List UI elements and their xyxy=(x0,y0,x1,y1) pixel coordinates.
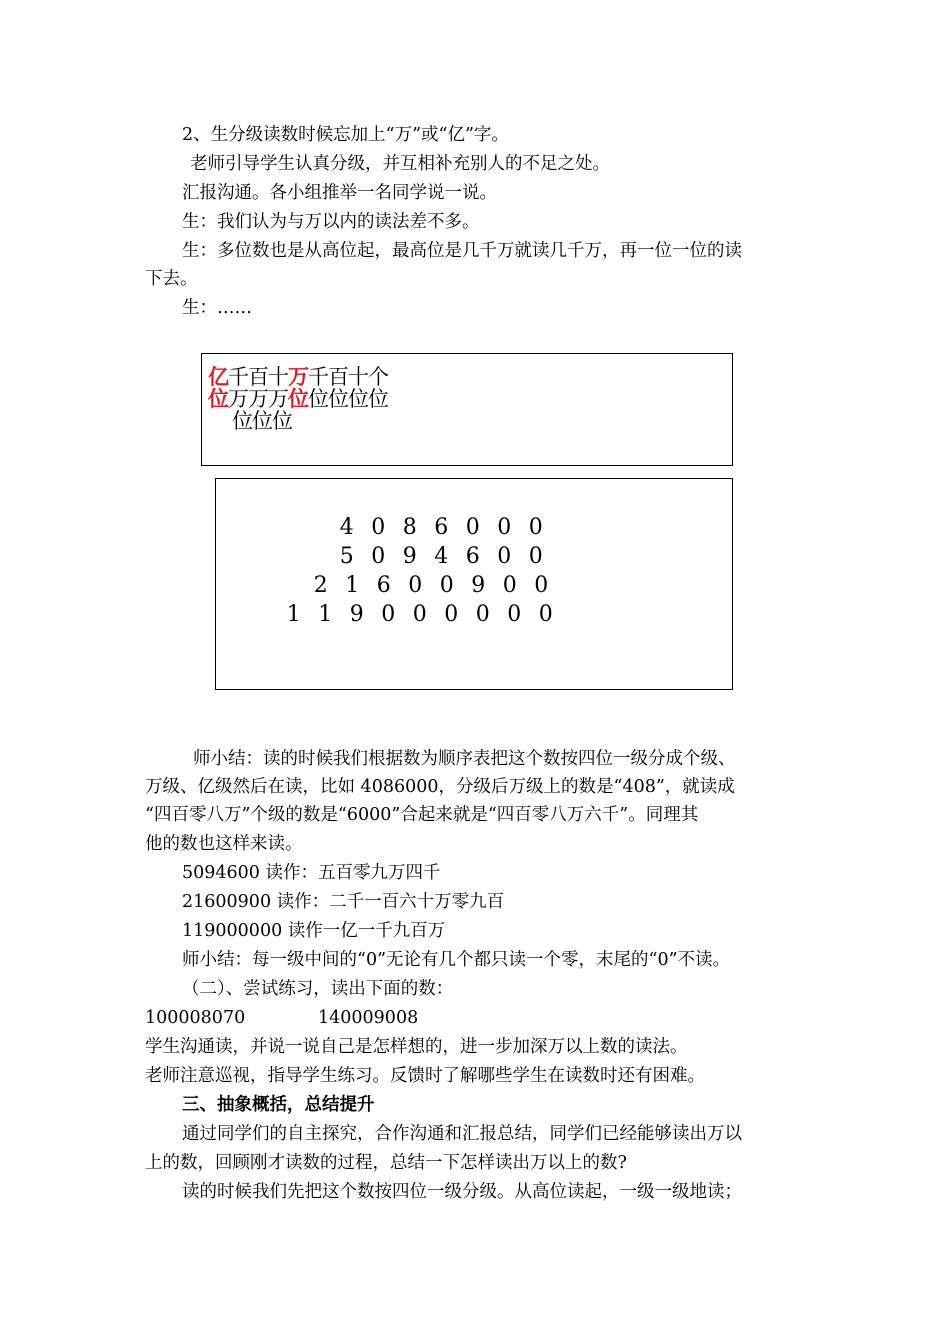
digit: 0 xyxy=(371,515,386,540)
section-heading: 三、抽象概括，总结提升 xyxy=(182,1095,375,1115)
place-value-cell: 千 xyxy=(308,365,328,389)
paragraph: 老师引导学生认真分级，并互相补充别人的不足之处。 xyxy=(190,154,610,174)
place-value-cell: 百 xyxy=(248,365,268,389)
place-value-row xyxy=(232,410,292,432)
place-value-row xyxy=(208,388,388,410)
paragraph: 师小结：每一级中间的“0”无论有几个都只读一个零，末尾的“0”不读。 xyxy=(182,950,731,970)
paragraph: 5094600 读作：五百零九万四千 xyxy=(182,863,441,883)
place-value-cell: 十 xyxy=(348,365,368,389)
digit: 0 xyxy=(528,544,543,569)
digit: 0 xyxy=(371,544,386,569)
digit: 6 xyxy=(434,515,449,540)
paragraph: 上的数，回顾刚才读数的过程，总结一下怎样读出万以上的数? xyxy=(145,1153,627,1173)
place-value-cell: 位 xyxy=(232,409,252,433)
digit: 0 xyxy=(408,573,423,598)
place-value-cell: 个 xyxy=(368,365,388,389)
digit: 0 xyxy=(465,515,480,540)
paragraph: 读的时候我们先把这个数按四位一级分级。从高位读起，一级一级地读； xyxy=(182,1182,742,1202)
place-value-cell: 位 xyxy=(208,386,228,411)
digit: 0 xyxy=(497,544,512,569)
place-value-cell: 万 xyxy=(248,387,268,411)
paragraph: 2、生分级读数时候忘加上“万”或“亿”字。 xyxy=(182,125,509,145)
place-value-cell: 万 xyxy=(268,387,288,411)
paragraph: 万级、亿级然后在读，比如 4086000，分级后万级上的数是“408”，就读成 xyxy=(145,777,735,797)
paragraph: 下去。 xyxy=(145,269,198,289)
digit: 0 xyxy=(534,573,549,598)
paragraph: 119000000 读作一亿一千九百万 xyxy=(182,921,446,941)
digit: 0 xyxy=(507,602,522,627)
digit: 0 xyxy=(528,515,543,540)
digit: 0 xyxy=(381,602,396,627)
place-value-cell: 万 xyxy=(288,364,308,389)
place-value-cell: 位 xyxy=(272,409,292,433)
paragraph: 老师注意巡视，指导学生练习。反馈时了解哪些学生在读数时还有困难。 xyxy=(145,1066,705,1086)
place-value-cell: 位 xyxy=(308,387,328,411)
digit: 0 xyxy=(538,602,553,627)
digit: 0 xyxy=(502,573,517,598)
paragraph: 学生沟通读，并说一说自己是怎样想的，进一步加深万以上数的读法。 xyxy=(145,1037,688,1057)
place-value-cell: 位 xyxy=(288,386,308,411)
digit: 9 xyxy=(349,602,364,627)
digit: 0 xyxy=(412,602,427,627)
number-row xyxy=(250,576,561,654)
digit: 5 xyxy=(339,544,354,569)
place-value-row xyxy=(208,366,388,388)
place-value-cell: 十 xyxy=(268,365,288,389)
numbers-chart xyxy=(215,478,733,690)
digit: 1 xyxy=(345,573,360,598)
paragraph: 生：多位数也是从高位起，最高位是几千万就读几千万，再一位一位的读 xyxy=(182,241,742,261)
digit: 0 xyxy=(475,602,490,627)
digit: 6 xyxy=(376,573,391,598)
digit: 1 xyxy=(286,602,301,627)
digit: 0 xyxy=(444,602,459,627)
digit: 1 xyxy=(318,602,333,627)
place-value-cell: 位 xyxy=(328,387,348,411)
place-value-cell: 位 xyxy=(252,409,272,433)
place-value-cell: 亿 xyxy=(208,364,228,389)
paragraph: 生：…… xyxy=(182,298,252,318)
paragraph: 21600900 读作：二千一百六十万零九百 xyxy=(182,892,505,912)
digit: 2 xyxy=(313,573,328,598)
digit: 9 xyxy=(471,573,486,598)
paragraph: 通过同学们的自主探究，合作沟通和汇报总结，同学们已经能够读出万以 xyxy=(182,1124,742,1144)
paragraph: （二）、尝试练习，读出下面的数： xyxy=(182,979,454,999)
place-value-cell: 千 xyxy=(228,365,248,389)
place-value-cell: 位 xyxy=(348,387,368,411)
digit: 4 xyxy=(339,515,354,540)
practice-number: 100008070 xyxy=(145,1008,246,1028)
digit: 0 xyxy=(439,573,454,598)
place-value-cell: 百 xyxy=(328,365,348,389)
paragraph: “四百零八万”个级的数是“6000”合起来就是“四百零八万六千”。同理其 xyxy=(145,805,699,825)
digit: 8 xyxy=(402,515,417,540)
digit: 9 xyxy=(402,544,417,569)
digit: 6 xyxy=(465,544,480,569)
place-value-cell: 万 xyxy=(228,387,248,411)
paragraph: 汇报沟通。各小组推举一名同学说一说。 xyxy=(182,183,497,203)
practice-number: 140009008 xyxy=(318,1008,419,1028)
paragraph: 师小结：读的时候我们根据数为顺序表把这个数按四位一级分成个级、 xyxy=(193,749,736,769)
place-value-chart xyxy=(201,353,733,466)
digit: 0 xyxy=(497,515,512,540)
place-value-cell: 位 xyxy=(368,387,388,411)
digit: 4 xyxy=(434,544,449,569)
paragraph: 生：我们认为与万以内的读法差不多。 xyxy=(182,212,480,232)
paragraph: 他的数也这样来读。 xyxy=(145,834,303,854)
